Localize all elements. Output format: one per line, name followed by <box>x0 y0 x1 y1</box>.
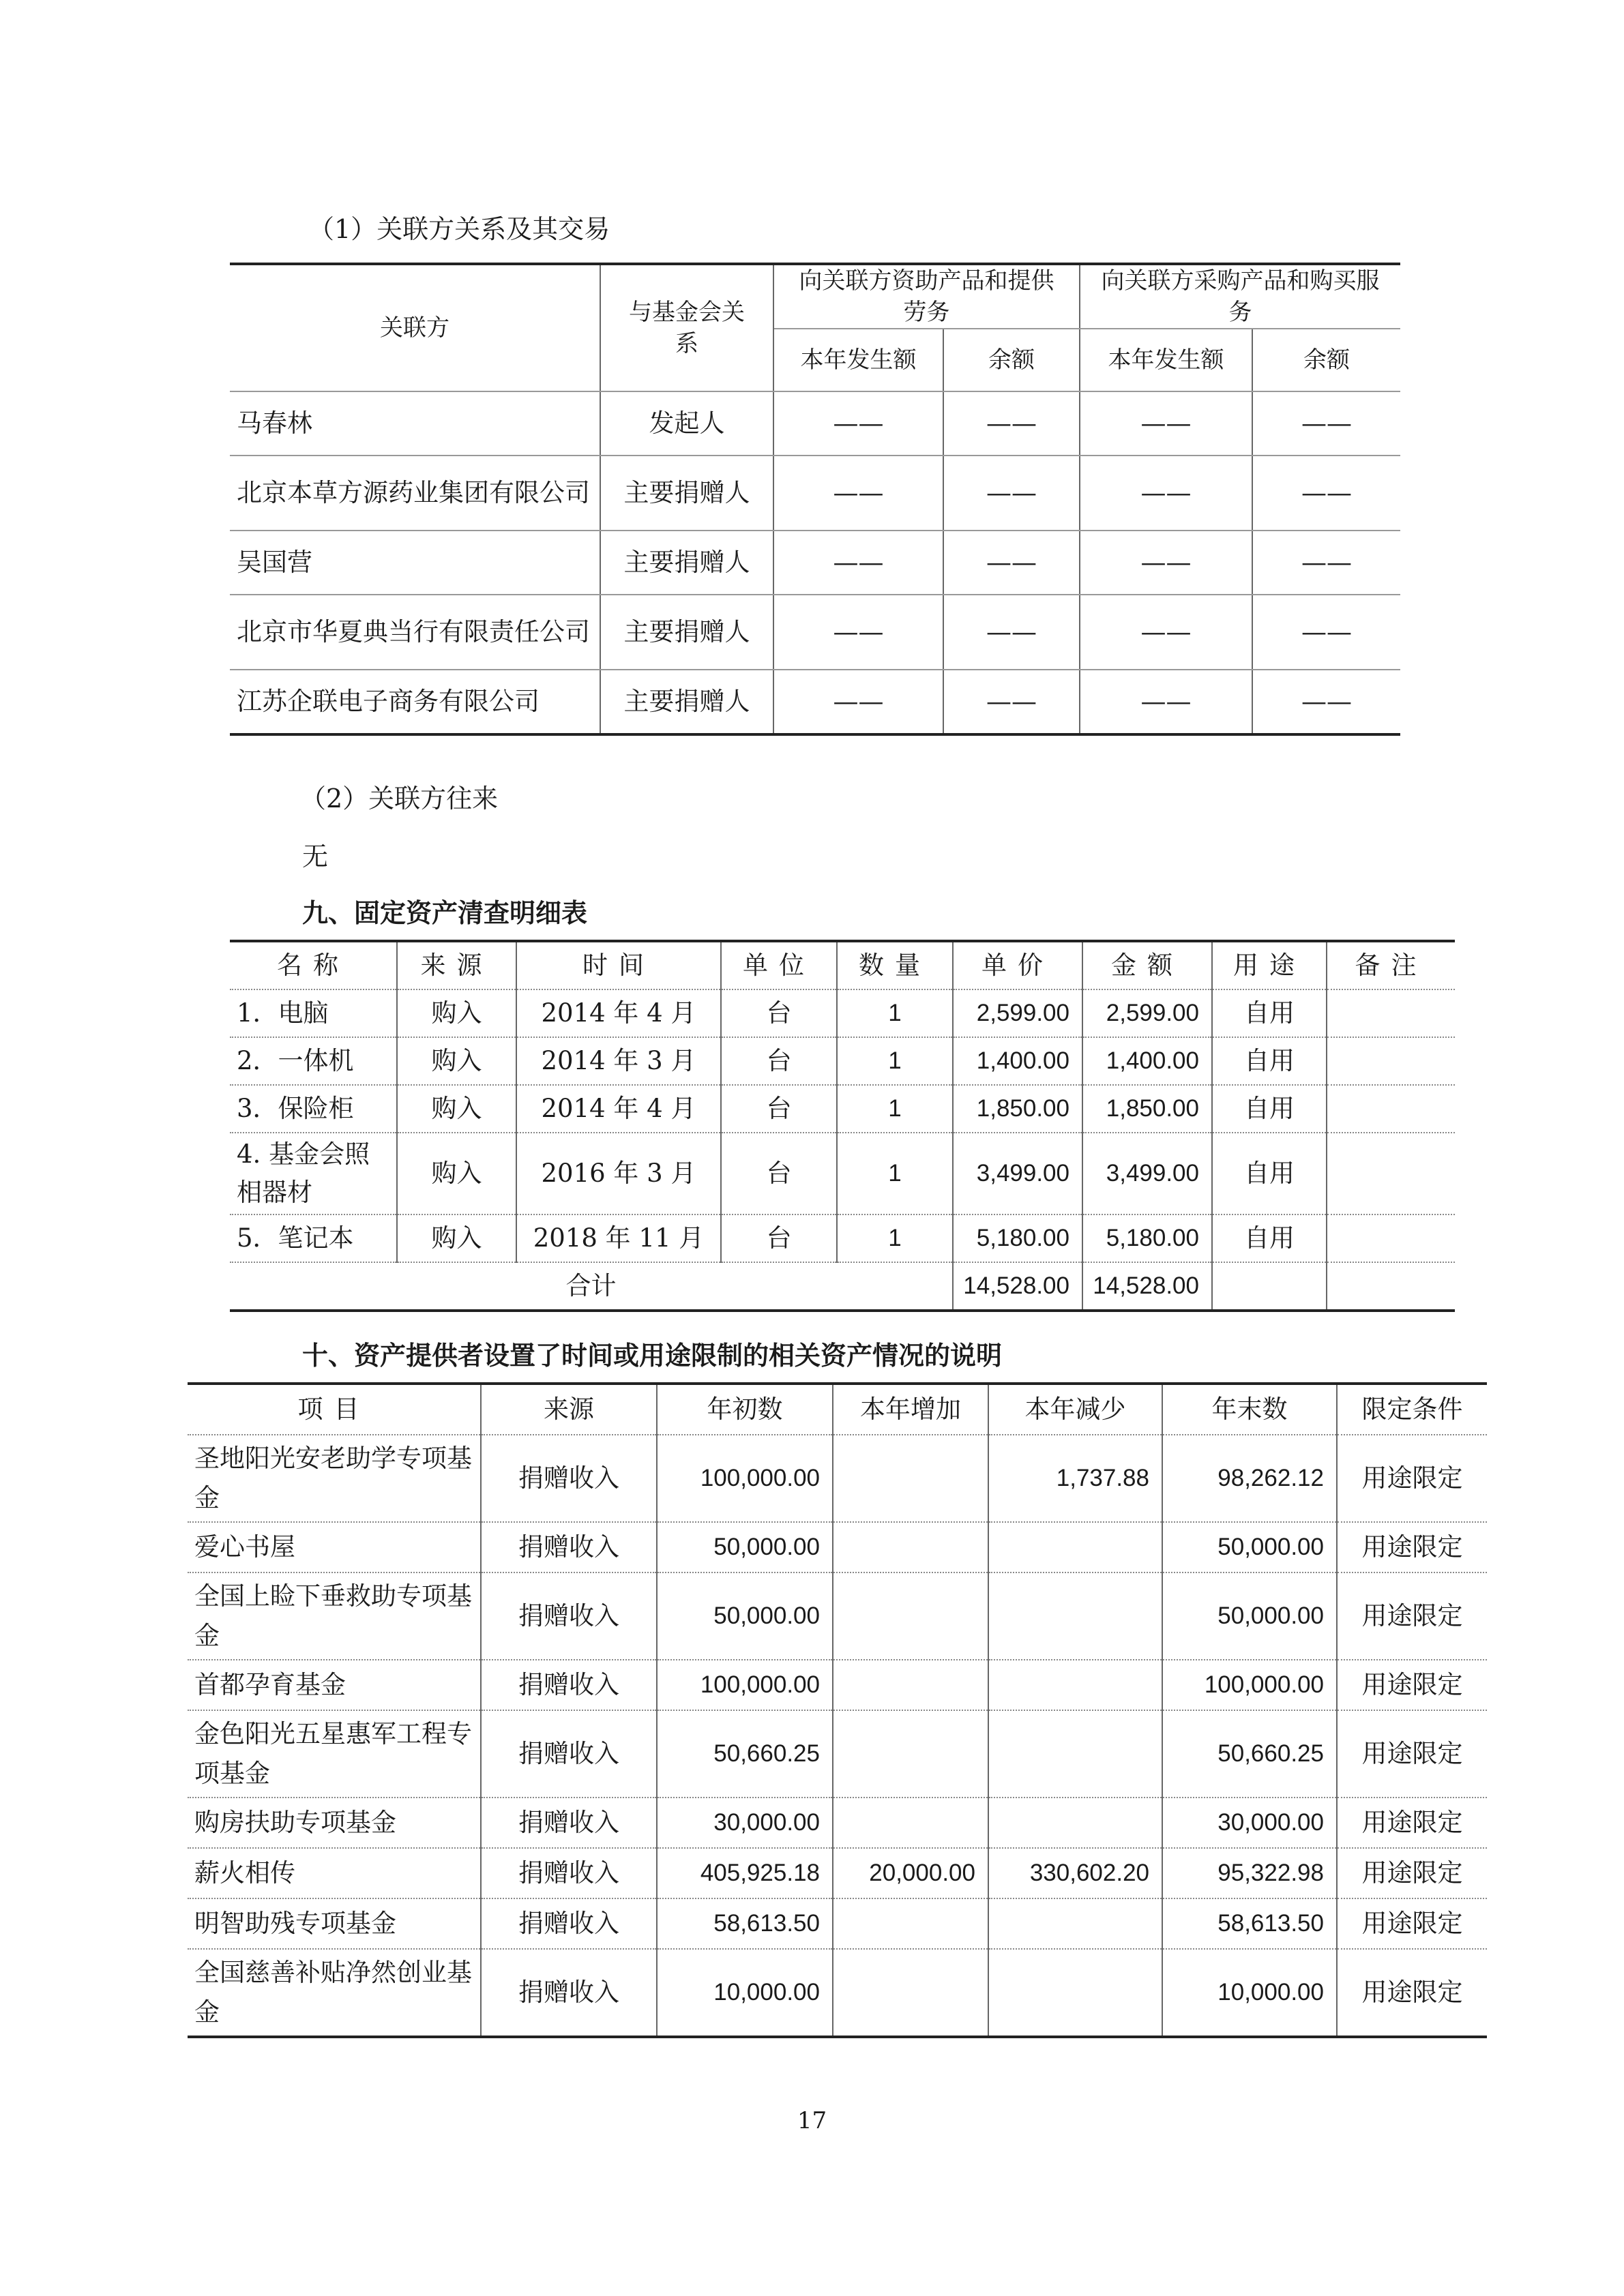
unit-cell: 台 <box>721 1085 837 1133</box>
relation-cell: 主要捐赠人 <box>600 531 773 595</box>
section9-title: 九、固定资产清查明细表 <box>302 897 588 928</box>
value-cell: —— <box>1080 456 1252 531</box>
time-cell: 2018 年 11 月 <box>516 1214 721 1262</box>
condition-cell: 用途限定 <box>1337 1898 1487 1949</box>
begin-cell: 58,613.50 <box>657 1898 833 1949</box>
use-cell: 自用 <box>1212 1133 1327 1214</box>
condition-cell: 用途限定 <box>1337 1710 1487 1798</box>
item-cell: 购房扶助专项基金 <box>188 1798 481 1848</box>
end-cell: 50,000.00 <box>1162 1572 1337 1660</box>
use-cell: 自用 <box>1212 1037 1327 1085</box>
header-relation: 与基金会关系 <box>600 264 773 391</box>
asset-name-cell: 4. 基金会照相器材 <box>230 1133 397 1214</box>
empty-cell <box>1327 1262 1455 1311</box>
value-cell: —— <box>1252 456 1400 531</box>
unit-cell: 台 <box>721 989 837 1037</box>
header-source: 来源 <box>481 1384 657 1435</box>
begin-cell: 50,000.00 <box>657 1522 833 1572</box>
use-cell: 自用 <box>1212 989 1327 1037</box>
table-header-row <box>230 941 1455 989</box>
note-cell <box>1327 989 1455 1037</box>
header-buy-group: 向关联方采购产品和购买服务 <box>1080 264 1400 329</box>
end-cell: 10,000.00 <box>1162 1949 1337 2037</box>
end-cell: 58,613.50 <box>1162 1898 1337 1949</box>
item-cell: 明智助残专项基金 <box>188 1898 481 1949</box>
price-cell: 1,850.00 <box>953 1085 1082 1133</box>
table-row <box>188 1898 1487 1949</box>
relation-cell: 主要捐赠人 <box>600 670 773 734</box>
value-cell: —— <box>943 670 1080 734</box>
source-cell: 捐赠收入 <box>481 1898 657 1949</box>
header-unit: 单位 <box>721 941 837 989</box>
decrease-cell <box>988 1660 1162 1710</box>
table-row <box>230 1037 1455 1085</box>
decrease-cell <box>988 1898 1162 1949</box>
decrease-cell <box>988 1798 1162 1848</box>
increase-cell <box>833 1435 988 1522</box>
header-decrease: 本年减少 <box>988 1384 1162 1435</box>
header-price: 单价 <box>953 941 1082 989</box>
table-row <box>230 989 1455 1037</box>
party-cell: 北京本草方源药业集团有限公司 <box>230 456 600 531</box>
condition-cell: 用途限定 <box>1337 1522 1487 1572</box>
restricted-assets-table <box>188 1382 1487 2038</box>
table-row <box>188 1435 1487 1522</box>
item-cell: 全国慈善补贴净然创业基金 <box>188 1949 481 2037</box>
condition-cell: 用途限定 <box>1337 1435 1487 1522</box>
increase-cell <box>833 1572 988 1660</box>
time-cell: 2014 年 4 月 <box>516 1085 721 1133</box>
amount-cell: 3,499.00 <box>1082 1133 1212 1214</box>
asset-name-cell: 2．一体机 <box>230 1037 397 1085</box>
value-cell: —— <box>773 595 943 670</box>
decrease-cell <box>988 1572 1162 1660</box>
value-cell: —— <box>773 391 943 456</box>
item-cell: 金色阳光五星惠军工程专项基金 <box>188 1710 481 1798</box>
page-number: 17 <box>797 2107 827 2134</box>
end-cell: 50,000.00 <box>1162 1522 1337 1572</box>
end-cell: 100,000.00 <box>1162 1660 1337 1710</box>
condition-cell: 用途限定 <box>1337 1660 1487 1710</box>
qty-cell: 1 <box>837 1037 953 1085</box>
source-cell: 捐赠收入 <box>481 1660 657 1710</box>
header-condition: 限定条件 <box>1337 1384 1487 1435</box>
item-cell: 圣地阳光安老助学专项基金 <box>188 1435 481 1522</box>
amount-cell: 2,599.00 <box>1082 989 1212 1037</box>
item-cell: 薪火相传 <box>188 1848 481 1898</box>
header-increase: 本年增加 <box>833 1384 988 1435</box>
total-label: 合计 <box>230 1262 953 1311</box>
source-cell: 捐赠收入 <box>481 1572 657 1660</box>
increase-cell: 20,000.00 <box>833 1848 988 1898</box>
value-cell: —— <box>943 391 1080 456</box>
end-cell: 95,322.98 <box>1162 1848 1337 1898</box>
amount-cell: 1,850.00 <box>1082 1085 1212 1133</box>
section10-title: 十、资产提供者设置了时间或用途限制的相关资产情况的说明 <box>302 1340 1003 1371</box>
header-note: 备注 <box>1327 941 1455 989</box>
value-cell: —— <box>943 456 1080 531</box>
begin-cell: 100,000.00 <box>657 1660 833 1710</box>
condition-cell: 用途限定 <box>1337 1572 1487 1660</box>
header-amount: 金额 <box>1082 941 1212 989</box>
total-amount-cell: 14,528.00 <box>1082 1262 1212 1311</box>
asset-name-cell: 3．保险柜 <box>230 1085 397 1133</box>
header-source: 来源 <box>397 941 516 989</box>
condition-cell: 用途限定 <box>1337 1798 1487 1848</box>
increase-cell <box>833 1710 988 1798</box>
source-cell: 捐赠收入 <box>481 1949 657 2037</box>
unit-cell: 台 <box>721 1133 837 1214</box>
source-cell: 购入 <box>397 1214 516 1262</box>
table-row <box>230 595 1400 670</box>
source-cell: 购入 <box>397 1085 516 1133</box>
source-cell: 捐赠收入 <box>481 1798 657 1848</box>
table-row <box>230 1214 1455 1262</box>
item-cell: 爱心书屋 <box>188 1522 481 1572</box>
use-cell: 自用 <box>1212 1085 1327 1133</box>
qty-cell: 1 <box>837 1085 953 1133</box>
end-cell: 30,000.00 <box>1162 1798 1337 1848</box>
begin-cell: 10,000.00 <box>657 1949 833 2037</box>
price-cell: 5,180.00 <box>953 1214 1082 1262</box>
use-cell: 自用 <box>1212 1214 1327 1262</box>
source-cell: 捐赠收入 <box>481 1710 657 1798</box>
table-row <box>188 1710 1487 1798</box>
party-cell: 马春林 <box>230 391 600 456</box>
header-use: 用途 <box>1212 941 1327 989</box>
total-row <box>230 1262 1455 1311</box>
source-cell: 购入 <box>397 989 516 1037</box>
value-cell: —— <box>773 670 943 734</box>
unit-cell: 台 <box>721 1214 837 1262</box>
header-amount: 本年发生额 <box>1080 329 1252 391</box>
value-cell: —— <box>1252 670 1400 734</box>
source-cell: 捐赠收入 <box>481 1435 657 1522</box>
total-price-cell: 14,528.00 <box>953 1262 1082 1311</box>
header-time: 时间 <box>516 941 721 989</box>
note-cell <box>1327 1037 1455 1085</box>
section2-body: 无 <box>302 841 329 871</box>
note-cell <box>1327 1214 1455 1262</box>
section1-title: （1）关联方关系及其交易 <box>308 214 610 244</box>
value-cell: —— <box>943 595 1080 670</box>
party-cell: 北京市华夏典当行有限责任公司 <box>230 595 600 670</box>
begin-cell: 50,000.00 <box>657 1572 833 1660</box>
increase-cell <box>833 1949 988 2037</box>
header-balance: 余额 <box>943 329 1080 391</box>
value-cell: —— <box>773 531 943 595</box>
price-cell: 2,599.00 <box>953 989 1082 1037</box>
asset-name-cell: 5．笔记本 <box>230 1214 397 1262</box>
end-cell: 50,660.25 <box>1162 1710 1337 1798</box>
table-row <box>230 531 1400 595</box>
table-header-row <box>230 264 1400 329</box>
table-row <box>230 1085 1455 1133</box>
price-cell: 3,499.00 <box>953 1133 1082 1214</box>
table-row <box>188 1572 1487 1660</box>
condition-cell: 用途限定 <box>1337 1848 1487 1898</box>
decrease-cell <box>988 1522 1162 1572</box>
time-cell: 2016 年 3 月 <box>516 1133 721 1214</box>
value-cell: —— <box>1252 531 1400 595</box>
value-cell: —— <box>1080 391 1252 456</box>
decrease-cell: 330,602.20 <box>988 1848 1162 1898</box>
table-row <box>230 456 1400 531</box>
relation-cell: 发起人 <box>600 391 773 456</box>
header-amount: 本年发生额 <box>773 329 943 391</box>
increase-cell <box>833 1798 988 1848</box>
header-item: 项目 <box>188 1384 481 1435</box>
fixed-assets-table <box>230 940 1455 1312</box>
header-end: 年末数 <box>1162 1384 1337 1435</box>
table-header-row <box>188 1384 1487 1435</box>
value-cell: —— <box>1252 595 1400 670</box>
table-row <box>188 1848 1487 1898</box>
value-cell: —— <box>1080 670 1252 734</box>
source-cell: 捐赠收入 <box>481 1848 657 1898</box>
empty-cell <box>1212 1262 1327 1311</box>
begin-cell: 405,925.18 <box>657 1848 833 1898</box>
time-cell: 2014 年 4 月 <box>516 989 721 1037</box>
decrease-cell <box>988 1949 1162 2037</box>
party-cell: 江苏企联电子商务有限公司 <box>230 670 600 734</box>
table-row <box>188 1660 1487 1710</box>
amount-cell: 5,180.00 <box>1082 1214 1212 1262</box>
header-party: 关联方 <box>230 264 600 391</box>
related-party-table <box>230 263 1400 736</box>
value-cell: —— <box>773 456 943 531</box>
header-qty: 数量 <box>837 941 953 989</box>
header-balance: 余额 <box>1252 329 1400 391</box>
note-cell <box>1327 1085 1455 1133</box>
header-name: 名称 <box>230 941 397 989</box>
end-cell: 98,262.12 <box>1162 1435 1337 1522</box>
table-row <box>188 1798 1487 1848</box>
increase-cell <box>833 1522 988 1572</box>
value-cell: —— <box>1080 531 1252 595</box>
item-cell: 首都孕育基金 <box>188 1660 481 1710</box>
value-cell: —— <box>943 531 1080 595</box>
unit-cell: 台 <box>721 1037 837 1085</box>
item-cell: 全国上睑下垂救助专项基金 <box>188 1572 481 1660</box>
relation-cell: 主要捐赠人 <box>600 595 773 670</box>
table-row <box>188 1522 1487 1572</box>
qty-cell: 1 <box>837 989 953 1037</box>
relation-cell: 主要捐赠人 <box>600 456 773 531</box>
increase-cell <box>833 1898 988 1949</box>
note-cell <box>1327 1133 1455 1214</box>
increase-cell <box>833 1660 988 1710</box>
value-cell: —— <box>1252 391 1400 456</box>
decrease-cell: 1,737.88 <box>988 1435 1162 1522</box>
price-cell: 1,400.00 <box>953 1037 1082 1085</box>
source-cell: 购入 <box>397 1037 516 1085</box>
table-row <box>230 670 1400 734</box>
value-cell: —— <box>1080 595 1252 670</box>
condition-cell: 用途限定 <box>1337 1949 1487 2037</box>
amount-cell: 1,400.00 <box>1082 1037 1212 1085</box>
begin-cell: 50,660.25 <box>657 1710 833 1798</box>
header-fund-group: 向关联方资助产品和提供劳务 <box>773 264 1080 329</box>
table-row <box>188 1949 1487 2037</box>
section2-title: （2）关联方往来 <box>300 784 499 814</box>
asset-name-cell: 1．电脑 <box>230 989 397 1037</box>
table-row <box>230 1133 1455 1214</box>
qty-cell: 1 <box>837 1133 953 1214</box>
table-row <box>230 391 1400 456</box>
source-cell: 购入 <box>397 1133 516 1214</box>
header-begin: 年初数 <box>657 1384 833 1435</box>
time-cell: 2014 年 3 月 <box>516 1037 721 1085</box>
decrease-cell <box>988 1710 1162 1798</box>
source-cell: 捐赠收入 <box>481 1522 657 1572</box>
qty-cell: 1 <box>837 1214 953 1262</box>
party-cell: 吴国营 <box>230 531 600 595</box>
begin-cell: 30,000.00 <box>657 1798 833 1848</box>
begin-cell: 100,000.00 <box>657 1435 833 1522</box>
